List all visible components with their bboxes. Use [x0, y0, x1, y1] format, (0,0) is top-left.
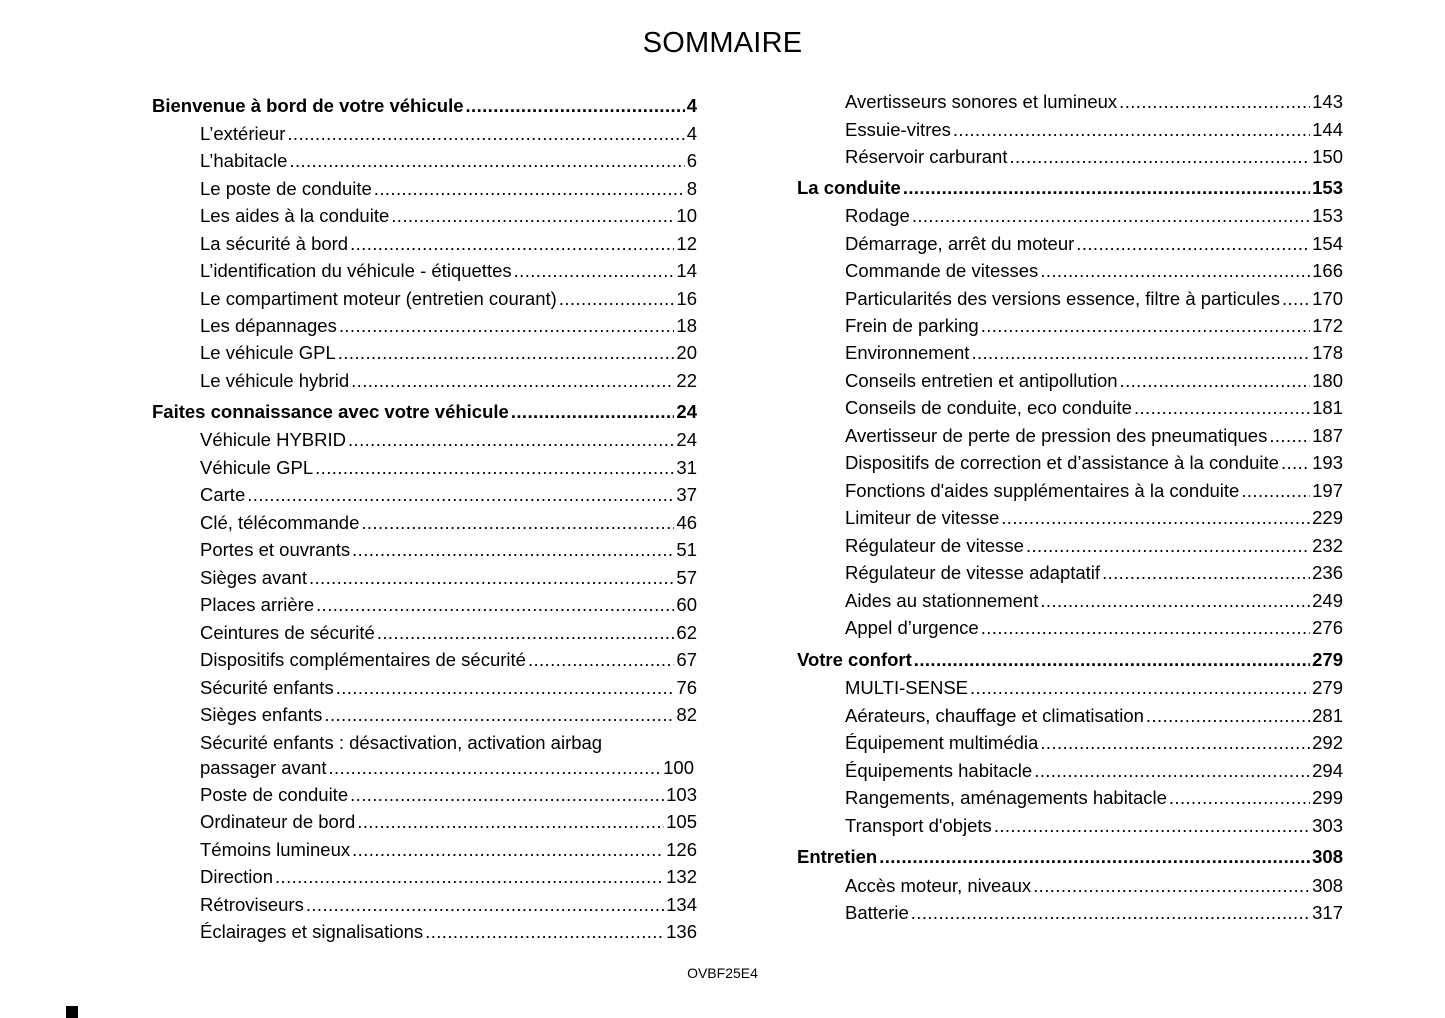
- toc-page-number: 299: [1312, 787, 1343, 808]
- toc-leader-dots: [981, 315, 1310, 337]
- toc-item[interactable]: [200, 370, 697, 397]
- toc-section[interactable]: [797, 846, 1343, 873]
- toc-page-number: 178: [1312, 342, 1343, 363]
- toc-item[interactable]: [845, 146, 1343, 173]
- toc-section[interactable]: [797, 649, 1343, 676]
- toc-leader-dots: [287, 123, 684, 145]
- toc-leader-dots: [912, 205, 1310, 227]
- toc-leader-dots: [559, 288, 675, 310]
- toc-item[interactable]: [200, 757, 694, 784]
- toc-item-label: Dispositifs complémentaires de sécurité: [200, 649, 526, 670]
- toc-item[interactable]: [845, 480, 1343, 507]
- toc-page-number: 82: [676, 704, 697, 725]
- toc-section-label: Votre confort: [797, 649, 912, 670]
- toc-item-label: L’identification du véhicule - étiquettes: [200, 260, 512, 281]
- toc-item-label: Conseils de conduite, eco conduite: [845, 397, 1132, 418]
- toc-item[interactable]: [200, 457, 697, 484]
- toc-item-label: Le véhicule hybrid: [200, 370, 350, 391]
- toc-page-number: 166: [1312, 260, 1343, 281]
- toc-section-label: Entretien: [797, 846, 878, 867]
- toc-item[interactable]: [845, 760, 1343, 787]
- toc-item[interactable]: [845, 562, 1343, 589]
- toc-item-label: Rangements, aménagements habitacle: [845, 787, 1167, 808]
- toc-item[interactable]: [845, 91, 1343, 118]
- toc-item[interactable]: [200, 704, 697, 731]
- toc-leader-dots: [466, 95, 685, 117]
- toc-leader-dots: [514, 260, 675, 282]
- toc-page-number: 60: [676, 594, 697, 615]
- toc-item-label: MULTI-SENSE: [845, 677, 969, 698]
- toc-page-number: 249: [1312, 590, 1343, 611]
- toc-item-label: Fonctions d'aides supplémentaires à la conduite: [845, 480, 1240, 501]
- toc-item-label: Places arrière: [200, 594, 315, 615]
- toc-item-label: Batterie: [845, 902, 909, 923]
- toc-item-label: Aides au stationnement: [845, 590, 1039, 611]
- toc-leader-dots: [1119, 91, 1310, 113]
- toc-item[interactable]: [200, 567, 697, 594]
- toc-item[interactable]: [845, 315, 1343, 342]
- toc-item[interactable]: [200, 233, 697, 260]
- toc-item-label: Transport d'objets: [845, 815, 992, 836]
- toc-leader-dots: [1281, 452, 1310, 474]
- toc-item[interactable]: [200, 429, 697, 456]
- toc-page-number: 193: [1312, 452, 1343, 473]
- toc-item[interactable]: [845, 507, 1343, 534]
- toc-leader-dots: [275, 866, 664, 888]
- toc-page-number: 24: [676, 429, 697, 450]
- toc-item-label: Ordinateur de bord: [200, 811, 356, 832]
- toc-page-number: 31: [676, 457, 697, 478]
- toc-leader-dots: [970, 677, 1310, 699]
- toc-page-number: 232: [1312, 535, 1343, 556]
- toc-leader-dots: [1102, 562, 1310, 584]
- toc-item-label: Réservoir carburant: [845, 146, 1008, 167]
- toc-page-number: 8: [686, 178, 697, 199]
- toc-page-number: 172: [1312, 315, 1343, 336]
- toc-item[interactable]: [845, 787, 1343, 814]
- toc-leader-dots: [374, 178, 685, 200]
- toc-page-number: 20: [676, 342, 697, 363]
- toc-leader-dots: [511, 401, 675, 423]
- toc-item-label: Conseils entretien et antipollution: [845, 370, 1118, 391]
- toc-leader-dots: [247, 484, 674, 506]
- toc-leader-dots: [329, 757, 662, 779]
- toc-item[interactable]: [200, 784, 697, 811]
- toc-item-label: Limiteur de vitesse: [845, 507, 1000, 528]
- toc-item-label: Véhicule HYBRID: [200, 429, 347, 450]
- toc-item[interactable]: [845, 119, 1343, 146]
- toc-item-label: Sièges avant: [200, 567, 307, 588]
- toc-page-number: 170: [1312, 288, 1343, 309]
- toc-leader-dots: [361, 512, 674, 534]
- toc-page-number: 22: [676, 370, 697, 391]
- toc-page-number: 37: [676, 484, 697, 505]
- toc-item[interactable]: [845, 902, 1343, 929]
- toc-page-number: 134: [666, 894, 697, 915]
- toc-page-number: 51: [676, 539, 697, 560]
- toc-page-number: 132: [666, 866, 697, 887]
- toc-leader-dots: [1120, 370, 1311, 392]
- toc-item[interactable]: [200, 512, 697, 539]
- toc-item[interactable]: [845, 452, 1343, 479]
- toc-leader-dots: [528, 649, 674, 671]
- toc-item-label: Démarrage, arrêt du moteur: [845, 233, 1075, 254]
- toc-page-number: 143: [1312, 91, 1343, 112]
- toc-leader-dots: [348, 429, 674, 451]
- toc-page-number: 62: [676, 622, 697, 643]
- toc-page-number: 229: [1312, 507, 1343, 528]
- toc-item-label: Régulateur de vitesse adaptatif: [845, 562, 1101, 583]
- toc-leader-dots: [350, 233, 674, 255]
- toc-page-number: 197: [1312, 480, 1343, 501]
- toc-leader-dots: [1001, 507, 1310, 529]
- toc-page-number: 4: [686, 95, 697, 116]
- toc-item[interactable]: [200, 811, 697, 838]
- toc-leader-dots: [1040, 590, 1310, 612]
- toc-item[interactable]: [845, 425, 1343, 452]
- toc-leader-dots: [994, 815, 1310, 837]
- toc-leader-dots: [425, 921, 664, 943]
- toc-page-number: 103: [666, 784, 697, 805]
- toc-leader-dots: [971, 342, 1310, 364]
- toc-section[interactable]: [152, 401, 697, 428]
- crop-mark: [66, 1006, 78, 1018]
- toc-leader-dots: [914, 649, 1310, 671]
- toc-leader-dots: [315, 457, 674, 479]
- toc-item-label: Accès moteur, niveaux: [845, 875, 1032, 896]
- toc-section[interactable]: [797, 177, 1343, 204]
- toc-page-number: 153: [1312, 177, 1343, 198]
- toc-item-label: passager avant: [200, 757, 327, 778]
- toc-item-label: Portes et ouvrants: [200, 539, 351, 560]
- toc-leader-dots: [289, 150, 684, 172]
- toc-leader-dots: [377, 622, 675, 644]
- toc-leader-dots: [316, 594, 674, 616]
- toc-item-label: Carte: [200, 484, 246, 505]
- toc-page-number: 57: [676, 567, 697, 588]
- toc-leader-dots: [1034, 760, 1310, 782]
- toc-item-label: Équipements habitacle: [845, 760, 1033, 781]
- toc-page-number: 100: [663, 757, 694, 778]
- toc-page-number: 4: [686, 123, 697, 144]
- toc-page-number: 236: [1312, 562, 1343, 583]
- toc-page-number: 24: [676, 401, 697, 422]
- toc-item[interactable]: [845, 288, 1343, 315]
- toc-leader-dots: [879, 846, 1310, 868]
- toc-leader-dots: [903, 177, 1310, 199]
- toc-item[interactable]: [845, 875, 1343, 902]
- toc-item-label-line1: Sécurité enfants : désactivation, activation airbag: [200, 732, 603, 753]
- toc-item-label: Sièges enfants: [200, 704, 323, 725]
- toc-item[interactable]: [200, 839, 697, 866]
- toc-item-label: Le véhicule GPL: [200, 342, 336, 363]
- toc-item-label: Essuie-vitres: [845, 119, 951, 140]
- toc-item[interactable]: [200, 677, 697, 704]
- toc-item-label: Clé, télécommande: [200, 512, 360, 533]
- toc-leader-dots: [1026, 535, 1310, 557]
- toc-page-number: 16: [676, 288, 697, 309]
- toc-item-label: Appel d’urgence: [845, 617, 979, 638]
- toc-page-number: 181: [1312, 397, 1343, 418]
- toc-leader-dots: [339, 315, 675, 337]
- toc-leader-dots: [350, 784, 664, 806]
- toc-item-label: Dispositifs de correction et d’assistance à la conduite: [845, 452, 1279, 473]
- toc-item[interactable]: [845, 370, 1343, 397]
- toc-item-label: Régulateur de vitesse: [845, 535, 1024, 556]
- toc-page-number: 67: [676, 649, 697, 670]
- toc-leader-dots: [911, 902, 1310, 924]
- toc-leader-dots: [324, 704, 674, 726]
- toc-item[interactable]: [845, 590, 1343, 617]
- toc-item-label: Sécurité enfants: [200, 677, 334, 698]
- toc-page-number: 154: [1312, 233, 1343, 254]
- toc-section[interactable]: [152, 95, 697, 122]
- toc-item-label: Aérateurs, chauffage et climatisation: [845, 705, 1144, 726]
- toc-leader-dots: [953, 119, 1310, 141]
- toc-page-number: 308: [1312, 846, 1343, 867]
- toc-item[interactable]: [200, 539, 697, 566]
- toc-page-number: 180: [1312, 370, 1343, 391]
- toc-page-number: 6: [686, 150, 697, 171]
- toc-leader-dots: [352, 839, 664, 861]
- toc-leader-dots: [1169, 787, 1310, 809]
- toc-leader-dots: [352, 539, 674, 561]
- toc-leader-dots: [1076, 233, 1310, 255]
- document-code: OVBF25E4: [687, 965, 758, 981]
- toc-item-label: Équipement multimédia: [845, 732, 1039, 753]
- toc-item-label: Témoins lumineux: [200, 839, 351, 860]
- toc-leader-dots: [981, 617, 1310, 639]
- toc-page-number: 126: [666, 839, 697, 860]
- toc-page-number: 292: [1312, 732, 1343, 753]
- toc-leader-dots: [1009, 146, 1310, 168]
- toc-item[interactable]: [200, 649, 697, 676]
- toc-item[interactable]: [845, 535, 1343, 562]
- toc-section-label: Bienvenue à bord de votre véhicule: [152, 95, 464, 116]
- toc-leader-dots: [336, 677, 675, 699]
- toc-item-label: Commande de vitesses: [845, 260, 1039, 281]
- toc-page-number: 144: [1312, 119, 1343, 140]
- toc-item[interactable]: [200, 622, 697, 649]
- toc-item-label: L’habitacle: [200, 150, 288, 171]
- toc-item-label: Le compartiment moteur (entretien courant): [200, 288, 557, 309]
- toc-page-number: 105: [666, 811, 697, 832]
- toc-leader-dots: [1033, 875, 1310, 897]
- toc-page-number: 150: [1312, 146, 1343, 167]
- toc-page-number: 12: [676, 233, 697, 254]
- toc-leader-dots: [306, 894, 664, 916]
- toc-item[interactable]: [845, 732, 1343, 759]
- toc-item[interactable]: [200, 150, 697, 177]
- toc-section-label: La conduite: [797, 177, 901, 198]
- toc-item[interactable]: [200, 205, 697, 232]
- toc-item-label: Rodage: [845, 205, 910, 226]
- toc-leader-dots: [1282, 288, 1310, 310]
- toc-item-label: Les dépannages: [200, 315, 337, 336]
- toc-item-label: Avertisseur de perte de pression des pneumatiques: [845, 425, 1268, 446]
- toc-item[interactable]: [200, 484, 697, 511]
- toc-item[interactable]: [200, 594, 697, 621]
- toc-item[interactable]: [200, 866, 697, 893]
- toc-item[interactable]: [845, 233, 1343, 260]
- toc-leader-dots: [338, 342, 675, 364]
- toc-item[interactable]: [845, 705, 1343, 732]
- toc-page-number: 46: [676, 512, 697, 533]
- toc-leader-dots: [1146, 705, 1310, 727]
- toc-item-label: Éclairages et signalisations: [200, 921, 424, 942]
- toc-item-label: Ceintures de sécurité: [200, 622, 375, 643]
- toc-leader-dots: [391, 205, 674, 227]
- toc-item-label: Poste de conduite: [200, 784, 349, 805]
- toc-item-label: Avertisseurs sonores et lumineux: [845, 91, 1118, 112]
- toc-leader-dots: [357, 811, 664, 833]
- toc-section-label: Faites connaissance avec votre véhicule: [152, 401, 509, 422]
- toc-page-number: 317: [1312, 902, 1343, 923]
- toc-item-label: Environnement: [845, 342, 970, 363]
- toc-item-label: La sécurité à bord: [200, 233, 349, 254]
- toc-page-number: 187: [1312, 425, 1343, 446]
- toc-page-number: 136: [666, 921, 697, 942]
- toc-leader-dots: [351, 370, 674, 392]
- toc-leader-dots: [1040, 732, 1310, 754]
- toc-item[interactable]: [200, 288, 697, 315]
- toc-page-number: 18: [676, 315, 697, 336]
- toc-item[interactable]: [845, 260, 1343, 287]
- toc-item[interactable]: [845, 342, 1343, 369]
- toc-item[interactable]: [200, 342, 697, 369]
- toc-item[interactable]: [200, 178, 697, 205]
- page-title: SOMMAIRE: [642, 27, 803, 59]
- toc-item[interactable]: [200, 894, 697, 921]
- toc-page-number: 153: [1312, 205, 1343, 226]
- toc-page-number: 279: [1312, 677, 1343, 698]
- toc-item-label: Véhicule GPL: [200, 457, 314, 478]
- toc-item-label: Rétroviseurs: [200, 894, 304, 915]
- toc-leader-dots: [1040, 260, 1310, 282]
- toc-item[interactable]: [200, 123, 697, 150]
- toc-item-label: Frein de parking: [845, 315, 979, 336]
- toc-leader-dots: [309, 567, 674, 589]
- toc-item-label: Le poste de conduite: [200, 178, 372, 199]
- toc-item[interactable]: [845, 397, 1343, 424]
- toc-leader-dots: [1269, 425, 1310, 447]
- toc-item[interactable]: [845, 815, 1343, 842]
- toc-page-number: 76: [676, 677, 697, 698]
- toc-item-label: L’extérieur: [200, 123, 286, 144]
- toc-item[interactable]: [200, 260, 697, 287]
- toc-page-number: 276: [1312, 617, 1343, 638]
- toc-page-number: 10: [676, 205, 697, 226]
- toc-item-label: Les aides à la conduite: [200, 205, 390, 226]
- toc-leader-dots: [1134, 397, 1310, 419]
- toc-item[interactable]: [200, 315, 697, 342]
- toc-page-number: 308: [1312, 875, 1343, 896]
- toc-page-number: 303: [1312, 815, 1343, 836]
- toc-page-number: 14: [676, 260, 697, 281]
- toc-item-label: Direction: [200, 866, 273, 887]
- toc-item[interactable]: [200, 921, 697, 948]
- toc-item[interactable]: [845, 677, 1343, 704]
- toc-page-number: 281: [1312, 705, 1343, 726]
- toc-item-label: Particularités des versions essence, filtre à particules: [845, 288, 1280, 309]
- toc-leader-dots: [1241, 480, 1310, 502]
- toc-page-number: 279: [1312, 649, 1343, 670]
- toc-page-number: 294: [1312, 760, 1343, 781]
- toc-item[interactable]: [845, 617, 1343, 644]
- toc-item[interactable]: [845, 205, 1343, 232]
